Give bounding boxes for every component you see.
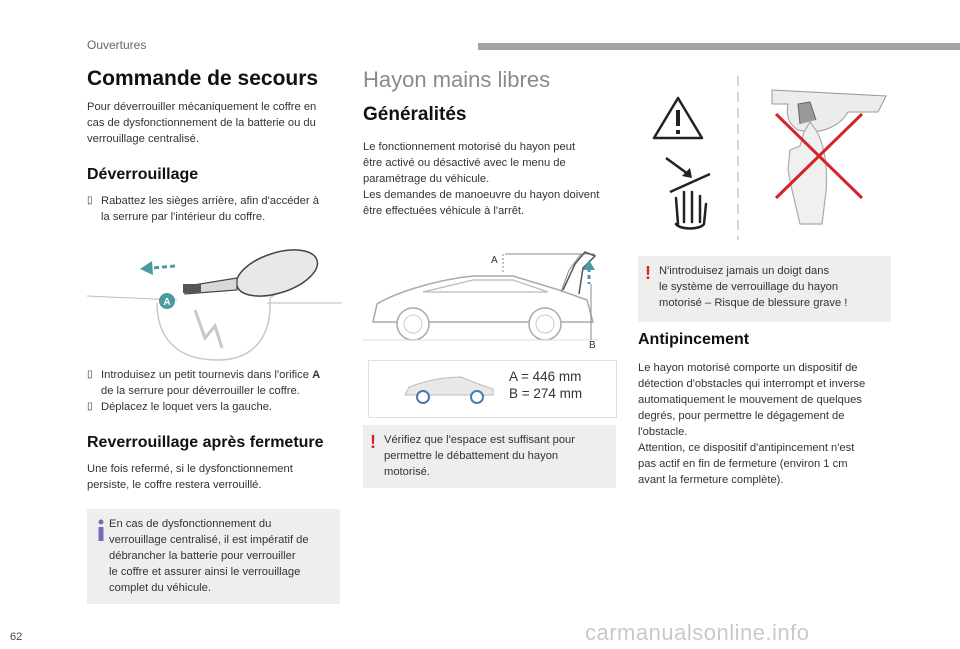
antipincement-line: pas actif en fin de fermeture (environ 1 cm: [638, 458, 848, 470]
note-line: le coffre et assurer ainsi le verrouillage: [109, 566, 301, 578]
relock-paragraph: [87, 461, 347, 493]
antipincement-line: détection d'obstacles qui interrompt et inverse: [638, 378, 866, 390]
generalites-line: Le fonctionnement motorisé du hayon peut: [363, 141, 576, 153]
title-commande-secours: Commande de secours: [87, 67, 319, 90]
title-hayon-mains-libres: Hayon mains libres: [363, 67, 551, 92]
antipincement-paragraph: [638, 360, 898, 488]
heading-reverrouillage: Reverrouillage après fermeture: [87, 434, 324, 451]
warning-line: N'introduisez jamais un doigt dans: [659, 265, 830, 277]
intro-line: Pour déverrouiller mécaniquement le coffre en: [87, 101, 317, 113]
bullet-item: [87, 193, 347, 225]
bullet-line: Introduisez un petit tournevis dans l'orifice: [101, 369, 309, 381]
trunk-lock-illustration: [87, 238, 342, 363]
note-line: complet du véhicule.: [109, 582, 211, 594]
bullet-line: Déplacez le loquet vers la gauche.: [101, 401, 273, 413]
warning-line: motorisé – Risque de blessure grave !: [659, 297, 848, 309]
bullet-item: [87, 367, 347, 399]
warning-icon: !: [645, 263, 651, 283]
page-number: 62: [10, 631, 23, 643]
info-note-box: [87, 509, 340, 604]
note-line: En cas de dysfonctionnement du: [109, 518, 272, 530]
warning-line: le système de verrouillage du hayon: [659, 281, 839, 293]
section-label: Ouvertures: [87, 38, 147, 52]
bullet-item: [87, 399, 347, 415]
dimension-b: B = 274 mm: [509, 386, 583, 401]
dimension-a: A = 446 mm: [509, 369, 582, 384]
antipincement-line: Attention, ce dispositif d'antipincement n'est: [638, 442, 855, 454]
clearance-label-a: A: [491, 255, 498, 266]
antipincement-line: l'obstacle.: [638, 426, 688, 438]
heading-antipincement: Antipincement: [638, 331, 750, 348]
finger-warning-illustration: [640, 74, 890, 244]
warning-line: permettre le débattement du hayon: [384, 450, 559, 462]
intro-paragraph: [87, 99, 347, 147]
note-line: verrouillage centralisé, il est impératif de: [109, 534, 309, 546]
antipincement-line: Le hayon motorisé comporte un dispositif de: [638, 362, 858, 374]
intro-line: cas de dysfonctionnement de la batterie ou du: [87, 117, 316, 129]
relock-line: Une fois refermé, si le dysfonctionnement: [87, 463, 293, 475]
generalites-line: paramétrage du véhicule.: [363, 173, 490, 185]
header-bar: [478, 43, 960, 50]
bullet-marker: ▯: [87, 401, 93, 412]
heading-deverrouillage: Déverrouillage: [87, 166, 199, 183]
info-icon: [96, 519, 106, 541]
warning-line: motorisé.: [384, 466, 431, 478]
dimensions-box: [368, 360, 617, 418]
finger-warning-box: [638, 256, 891, 322]
note-line: débrancher la batterie pour verrouiller: [109, 550, 296, 562]
generalites-paragraph: [363, 139, 623, 219]
heading-generalites: Généralités: [363, 104, 467, 125]
bullet-marker: ▯: [87, 369, 93, 380]
antipincement-line: avant la fermeture complète).: [638, 474, 784, 486]
intro-line: verrouillage centralisé.: [87, 133, 199, 145]
bullet-marker: ▯: [87, 195, 93, 206]
car-silhouette-icon: [401, 371, 497, 405]
bullet-ref: A: [312, 369, 321, 381]
bullet-line: Rabattez les sièges arrière, afin d'accéder à: [101, 195, 319, 207]
watermark: carmanualsonline.info: [585, 620, 810, 645]
antipincement-line: degrés, pour permettre le dégagement de: [638, 410, 845, 422]
antipincement-line: automatiquement le mouvement de quelques: [638, 394, 862, 406]
figure-label-a: A: [163, 297, 171, 308]
relock-line: persiste, le coffre restera verrouillé.: [87, 479, 262, 491]
warning-icon: !: [370, 432, 376, 452]
generalites-line: être activé ou désactivé avec le menu de: [363, 157, 566, 169]
generalites-line: être effectuées véhicule à l'arrêt.: [363, 205, 525, 217]
warning-line: Vérifiez que l'espace est suffisant pour: [384, 434, 575, 446]
clearance-label-b: B: [589, 340, 596, 351]
car-clearance-illustration: [363, 244, 618, 352]
generalites-line: Les demandes de manoeuvre du hayon doivent: [363, 189, 600, 201]
bullet-line: de la serrure pour déverrouiller le coffre.: [101, 385, 300, 397]
warning-note-box: [363, 425, 616, 488]
bullet-line: la serrure par l'intérieur du coffre.: [101, 211, 266, 223]
